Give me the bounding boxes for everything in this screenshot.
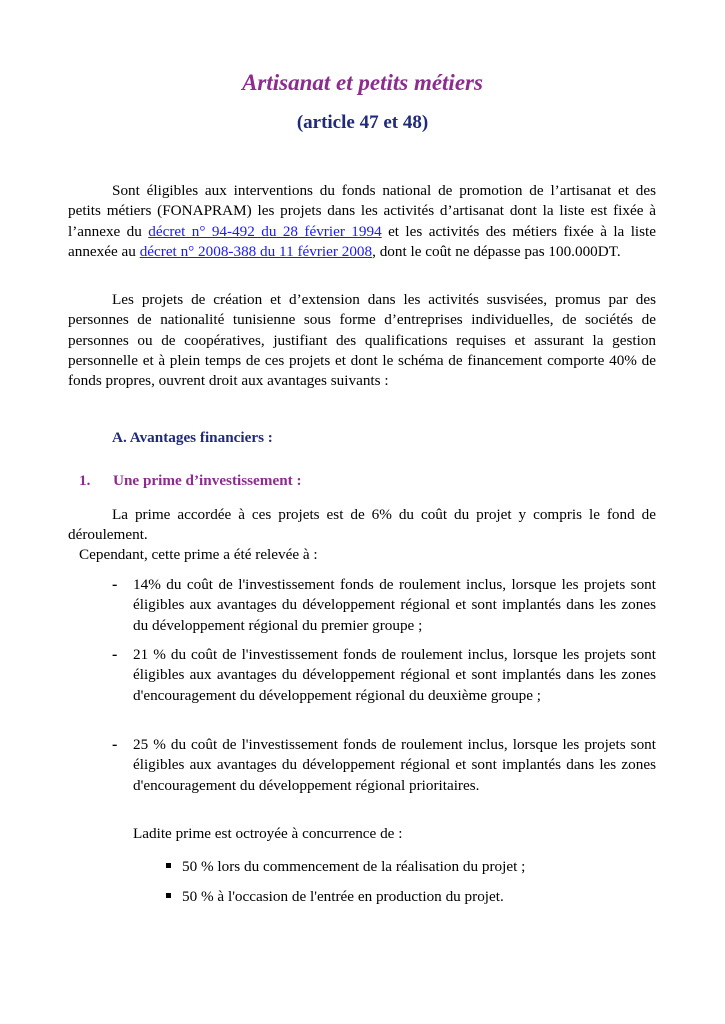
paragraph-projects bbox=[68, 290, 656, 391]
list-item bbox=[112, 735, 656, 796]
page-subtitle: (article 47 et 48) bbox=[296, 112, 429, 133]
list-item-text: 21 % du coût de l'investissement fonds de roulement inclus, lorsque les projets sont éligibles aux avantages du développement régional et sont implantés dans les zones d'encouragement du développement régional du deuxième groupe ; bbox=[133, 646, 656, 704]
paragraph-text: Les projets de création et d’extension dans les activités susvisées, promus par des personnes de nationalité tunisienne sous forme d’entreprises individuelles, de sociétés de personnes ou de coopératives, justifiant des qualifications requises et assurant la gestion personnelle et à plein temps de ces projets et dont le schéma de financement comporte 40% de fonds propres, ouvrent droit aux avantages suivants : bbox=[68, 291, 656, 390]
paragraph-ladite: Ladite prime est octroyée à concurrence de : bbox=[133, 825, 403, 842]
paragraph-cependant: Cependant, cette prime a été relevée à : bbox=[79, 546, 318, 563]
dash-marker: - bbox=[112, 736, 118, 753]
list-item-text: 50 % lors du commencement de la réalisation du projet ; bbox=[182, 858, 526, 875]
dash-marker: - bbox=[112, 646, 118, 663]
paragraph-eligibility bbox=[68, 181, 656, 262]
paragraph-text: , dont le coût ne dépasse pas 100.000DT. bbox=[372, 242, 621, 260]
section-heading-financial: A. Avantages financiers : bbox=[112, 429, 273, 446]
section-title: Une prime d’investissement : bbox=[113, 472, 302, 489]
dash-marker: - bbox=[112, 576, 118, 593]
decree-2008-link[interactable]: décret n° 2008-388 du 11 février 2008 bbox=[139, 242, 373, 260]
section-number: 1. bbox=[79, 472, 91, 489]
decree-1994-link[interactable]: décret n° 94-492 du 28 février 1994 bbox=[148, 222, 382, 240]
paragraph-text: Sont éligibles aux interventions du fonds national de promotion de l’artisanat et des petits métiers (FONAPRAM) les projets dans les activités d’artisanat dont la liste est fixée à l’annexe du bbox=[68, 182, 656, 240]
list-item-text: 14% du coût de l'investissement fonds de roulement inclus, lorsque les projets sont éligibles aux avantages du développement régional et sont implantés dans les zones du développement régional du premier groupe ; bbox=[133, 576, 656, 634]
list-item-text: 25 % du coût de l'investissement fonds de roulement inclus, lorsque les projets sont éligibles aux avantages du développement régional et sont implantés dans les zones d'encouragement du développement régional prioritaires. bbox=[133, 736, 656, 794]
bullet-square-icon bbox=[166, 863, 171, 868]
list-item bbox=[112, 575, 656, 636]
list-item bbox=[166, 857, 525, 877]
paragraph-prime bbox=[68, 505, 656, 546]
bullet-square-icon bbox=[166, 893, 171, 898]
paragraph-text: et les activités des métiers fixée à la liste annexée au bbox=[68, 222, 657, 260]
paragraph-text: La prime accordée à ces projets est de 6% du coût du projet y compris le fond de déroulement. bbox=[68, 506, 656, 544]
list-item-text: 50 % à l'occasion de l'entrée en production du projet. bbox=[182, 888, 504, 905]
list-item bbox=[166, 887, 504, 907]
page-title: Artisanat et petits métiers bbox=[242, 70, 483, 95]
section-heading-prime bbox=[79, 472, 302, 490]
list-item bbox=[112, 645, 656, 706]
